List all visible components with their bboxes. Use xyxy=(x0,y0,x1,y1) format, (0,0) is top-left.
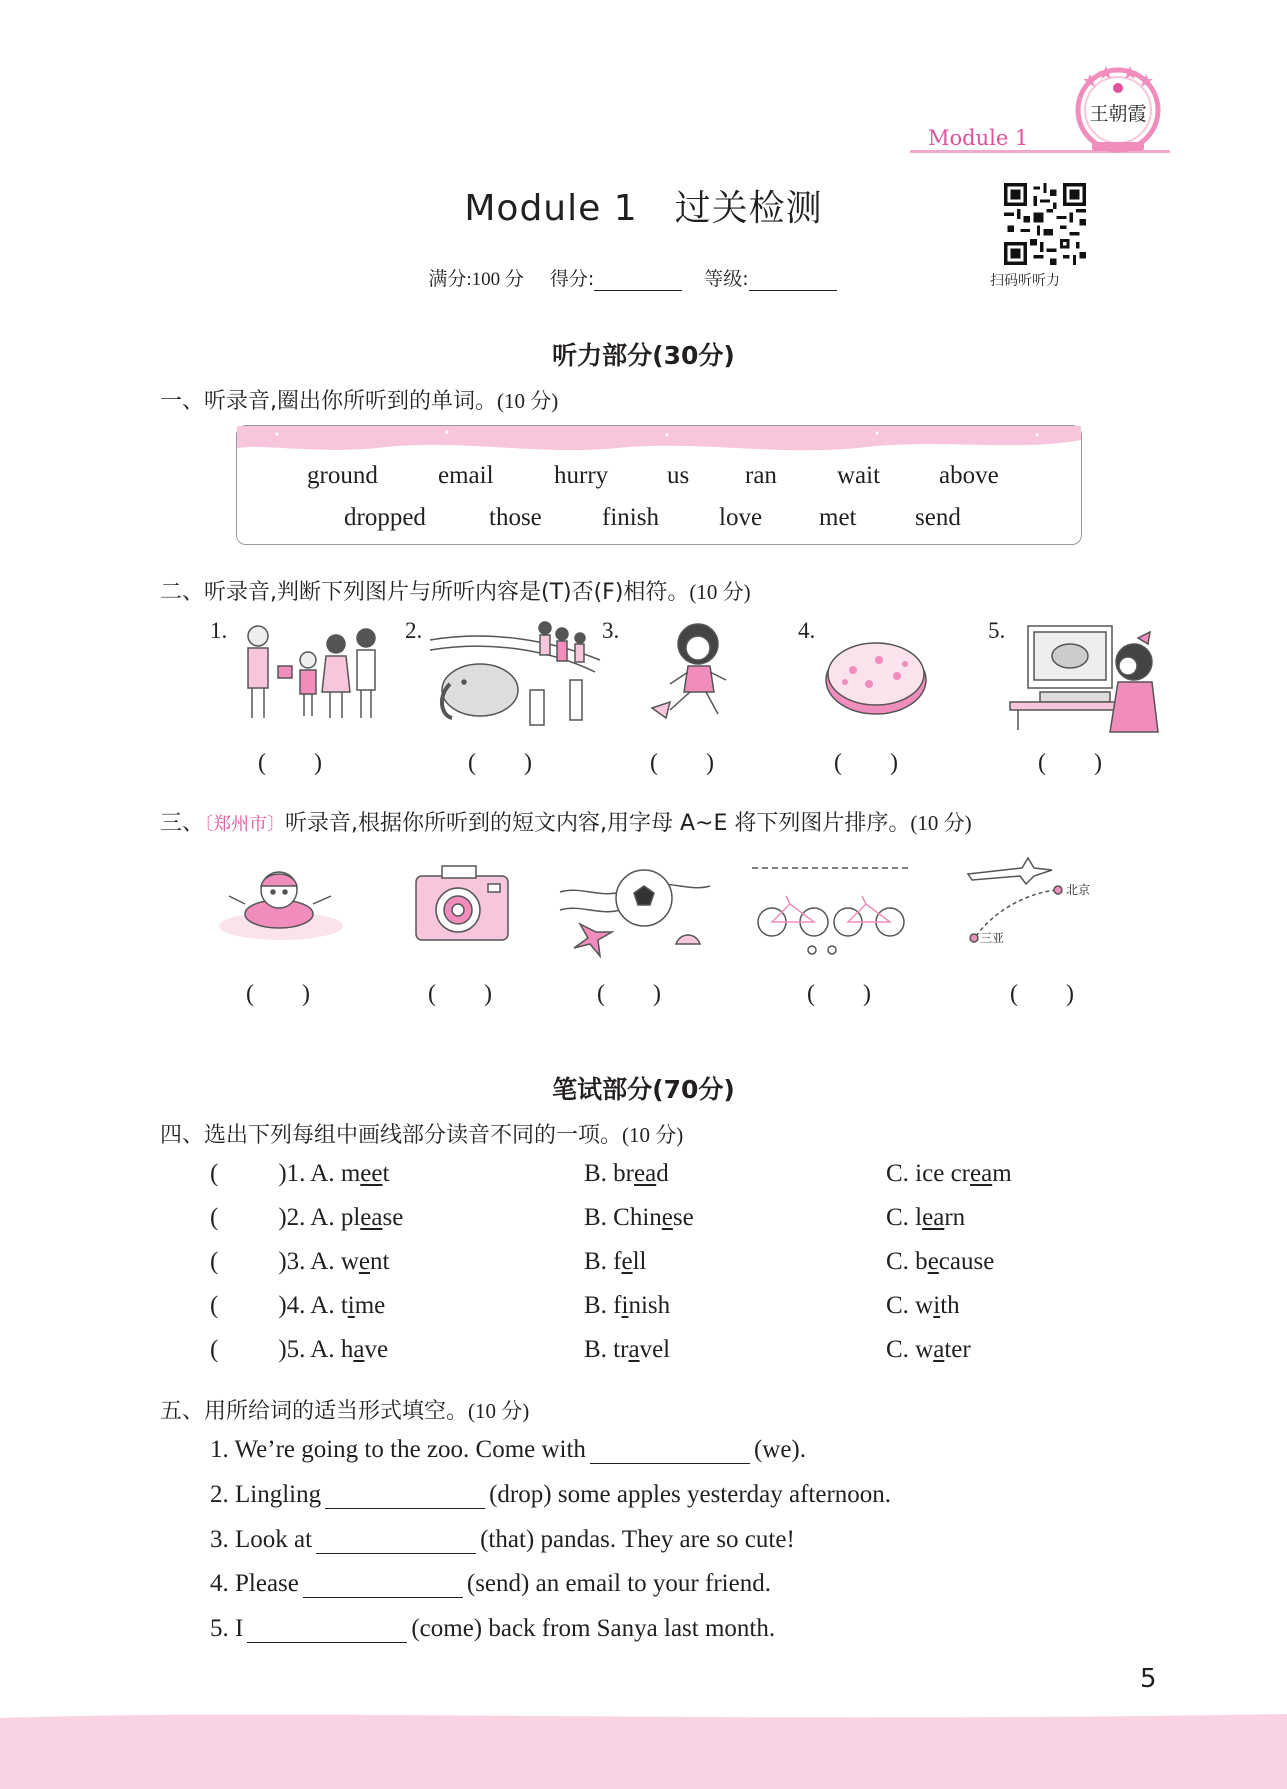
score-label: 得分: xyxy=(549,268,595,290)
module-tag: Module 1 xyxy=(928,126,1029,150)
word-option[interactable]: above xyxy=(939,462,999,489)
q4-option-c[interactable]: C. with xyxy=(886,1292,960,1319)
city-tag: 〔郑州市〕 xyxy=(204,814,286,835)
girl-falling-picture xyxy=(640,622,750,727)
brand-logo xyxy=(1070,60,1166,156)
elephant-zoo-picture xyxy=(430,620,600,725)
writing-section-title: 笔试部分(70分) xyxy=(552,1075,735,1104)
answer-blank[interactable] xyxy=(325,1486,485,1509)
q5-title xyxy=(160,1394,529,1425)
score-blank[interactable] xyxy=(594,272,682,291)
q5-points: (10 分) xyxy=(468,1399,530,1423)
q4-item[interactable]: ( )4. A. time xyxy=(210,1292,386,1319)
q2-points: (10 分) xyxy=(689,580,751,604)
answer-paren[interactable]: ( ) xyxy=(1010,981,1074,1007)
word-option[interactable]: hurry xyxy=(554,462,609,489)
q3-prefix: 三、 xyxy=(160,811,205,836)
bottom-decoration xyxy=(0,1708,1287,1789)
page-title: Module 1 过关检测 xyxy=(464,188,823,229)
q4-title xyxy=(160,1118,683,1149)
q3-title xyxy=(160,806,972,837)
q2-number: 4. xyxy=(798,618,816,643)
q4-item[interactable]: ( )3. A. went xyxy=(210,1248,390,1275)
beach-ball-picture xyxy=(560,862,710,958)
answer-paren[interactable]: ( ) xyxy=(428,981,492,1007)
q2-number: 3. xyxy=(602,618,620,643)
family-picture xyxy=(238,620,388,725)
answer-paren[interactable]: ( ) xyxy=(834,750,898,776)
qr-code[interactable] xyxy=(1004,183,1086,265)
answer-blank[interactable] xyxy=(316,1531,476,1554)
q4-option-c[interactable]: C. learn xyxy=(886,1204,966,1231)
word-option[interactable]: send xyxy=(915,504,961,531)
full-score: 满分:100 分 xyxy=(428,269,524,290)
q4-option-c[interactable]: C. water xyxy=(886,1336,971,1363)
q4-points: (10 分) xyxy=(622,1123,684,1147)
word-option[interactable]: finish xyxy=(602,504,659,531)
q2-title xyxy=(160,575,751,606)
q4-title-text: 四、选出下列每组中画线部分读音不同的一项。 xyxy=(160,1123,623,1148)
q4-item[interactable]: ( )1. A. meet xyxy=(210,1160,390,1187)
answer-paren[interactable]: ( ) xyxy=(258,750,322,776)
pizza-picture xyxy=(823,636,929,718)
q4-option-b[interactable]: B. travel xyxy=(584,1336,671,1363)
q4-option-b[interactable]: B. fell xyxy=(584,1248,647,1275)
word-option[interactable]: dropped xyxy=(344,504,426,531)
answer-paren[interactable]: ( ) xyxy=(1038,750,1102,776)
word-option[interactable]: those xyxy=(489,504,542,531)
bikes-picture xyxy=(752,864,912,956)
fill-item: 5. I (come) back from Sanya last month. xyxy=(210,1615,776,1642)
answer-blank[interactable] xyxy=(247,1620,407,1643)
q3-points: (10 分) xyxy=(910,811,972,835)
q4-option-c[interactable]: C. because xyxy=(886,1248,995,1275)
word-option[interactable]: wait xyxy=(837,462,881,489)
q1-points: (10 分) xyxy=(497,389,559,413)
q2-number: 2. xyxy=(405,618,423,643)
q4-item[interactable]: ( )5. A. have xyxy=(210,1336,389,1363)
answer-paren[interactable]: ( ) xyxy=(468,750,532,776)
decorative-band xyxy=(237,426,1081,456)
answer-paren[interactable]: ( ) xyxy=(597,981,661,1007)
map-label: 北京 xyxy=(1066,883,1091,897)
score-line xyxy=(0,264,1287,291)
swimming-picture xyxy=(215,856,350,948)
q1-title-text: 一、听录音,圈出你所听到的单词。 xyxy=(160,389,497,414)
q4-option-b[interactable]: B. finish xyxy=(584,1292,671,1319)
word-option[interactable]: us xyxy=(667,462,690,489)
grade-blank[interactable] xyxy=(749,272,837,291)
q2-number: 1. xyxy=(210,618,228,643)
q4-option-b[interactable]: B. Chinese xyxy=(584,1204,694,1231)
word-option[interactable]: email xyxy=(438,462,494,489)
answer-paren[interactable]: ( ) xyxy=(246,981,310,1007)
word-box xyxy=(236,425,1082,545)
answer-blank[interactable] xyxy=(303,1575,463,1598)
fill-item: 2. Lingling (drop) some apples yesterday afternoon. xyxy=(210,1481,892,1508)
fill-item: 4. Please (send) an email to your friend. xyxy=(210,1570,771,1597)
camera-picture xyxy=(412,862,512,944)
q2-title-text: 二、听录音,判断下列图片与所听内容是(T)否(F)相符。 xyxy=(160,580,690,605)
answer-blank[interactable] xyxy=(590,1441,750,1464)
q1-title xyxy=(160,384,558,415)
grade-label: 等级: xyxy=(704,268,749,290)
map-label: 三亚 xyxy=(980,931,1005,945)
logo-text: 王朝霞 xyxy=(1089,103,1147,125)
qr-caption: 扫码听听力 xyxy=(990,273,1060,289)
word-option[interactable]: met xyxy=(819,504,857,531)
listening-section-title: 听力部分(30分) xyxy=(552,341,735,370)
answer-paren[interactable]: ( ) xyxy=(650,750,714,776)
q4-option-b[interactable]: B. bread xyxy=(584,1160,669,1187)
fill-item: 1. We’re going to the zoo. Come with (we). xyxy=(210,1436,806,1463)
q4-item[interactable]: ( )2. A. please xyxy=(210,1204,404,1231)
q4-option-c[interactable]: C. ice cream xyxy=(886,1160,1012,1187)
answer-paren[interactable]: ( ) xyxy=(807,981,871,1007)
q5-title-text: 五、用所给词的适当形式填空。 xyxy=(160,1399,469,1424)
travel-map-picture xyxy=(962,854,1091,954)
q2-number: 5. xyxy=(988,618,1006,643)
word-option[interactable]: ground xyxy=(307,462,378,489)
girl-computer-picture xyxy=(1010,622,1160,732)
word-option[interactable]: love xyxy=(719,504,763,531)
page-number: 5 xyxy=(1140,1664,1157,1694)
q3-title-text: 听录音,根据你所听到的短文内容,用字母 A~E 将下列图片排序。 xyxy=(285,811,911,836)
word-option[interactable]: ran xyxy=(745,462,777,489)
fill-item: 3. Look at (that) pandas. They are so cute! xyxy=(210,1526,795,1553)
